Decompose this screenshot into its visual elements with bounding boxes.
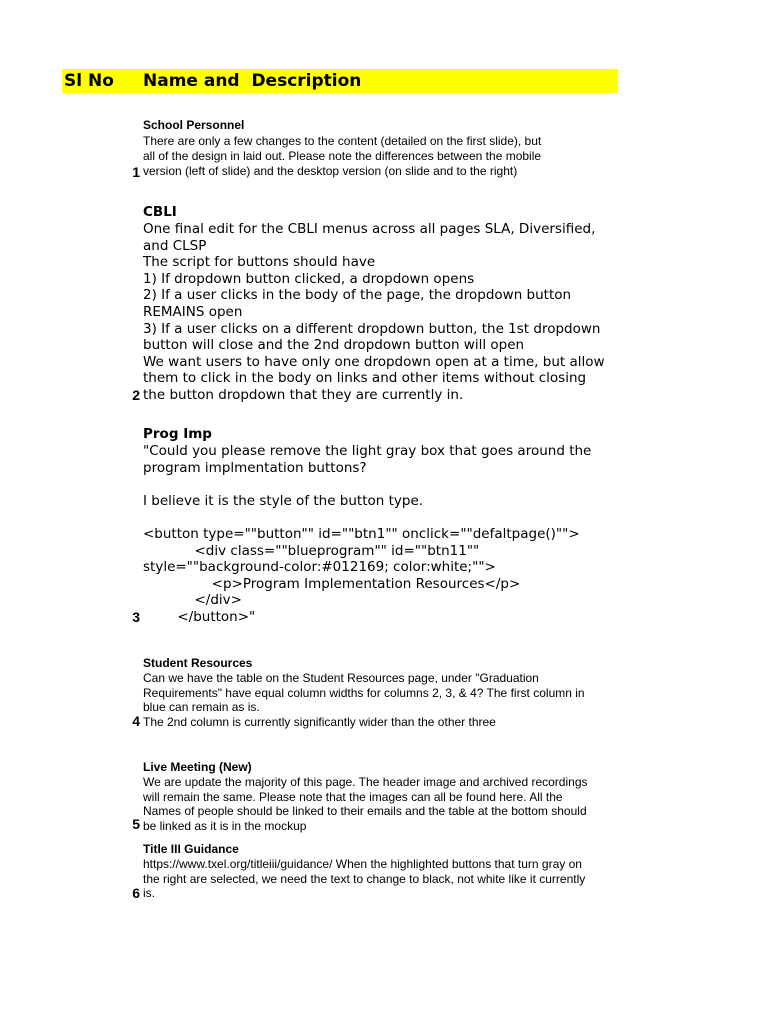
row-title: CBLI: [143, 204, 177, 220]
row-live-meeting: [143, 760, 623, 833]
row-prog-imp: [143, 426, 623, 626]
column-header-sl-no: Sl No: [64, 71, 114, 91]
row-description: One final edit for the CBLI menus across all pages SLA, Diversified, and CLSP The script for buttons should have 1) If dropdown button clicked, a dropdown opens 2) If a user clicks in the body of the page, the dropdown button REMAINS open 3) If a user clicks on a different dropdown button, the 1st dropdown button will close and the 2nd dropdown button will open We want users to have only one dropdown open at a time, but allow them to click in the body on links and other items without closing the button dropdown that they are currently in.: [143, 221, 605, 403]
row-number: 5: [132, 816, 140, 832]
row-description: Can we have the table on the Student Resources page, under "Graduation Requirements" have equal column widths for columns 2, 3, & 4? The first column in blue can remain as is. The 2nd column is currently significantly wider than the other three: [143, 671, 585, 729]
row-title-iii-guidance: [143, 842, 623, 901]
row-number: 6: [132, 885, 140, 901]
row-student-resources: [143, 656, 623, 729]
row-description: We are update the majority of this page. The header image and archived recordings will remain the same. Please note that the images can all be found here. All the Names of people should be linked to their emails and the table at the bottom should be linked as it is in the mockup: [143, 775, 588, 833]
row-title: School Personnel: [143, 118, 245, 132]
row-title: Prog Imp: [143, 426, 212, 442]
row-description: There are only a few changes to the content (detailed on the first slide), but all of the design in laid out. Please note the differences between the mobile version (left of slide) and the desktop version (on slide and to the right): [143, 134, 542, 178]
column-header-name-description: Name and Description: [143, 71, 362, 91]
row-number: 4: [132, 713, 140, 729]
row-number: 2: [132, 387, 140, 403]
row-description: https://www.txel.org/titleiii/guidance/ When the highlighted buttons that turn gray on the right are selected, we need the text to change to black, not white like it currently is.: [143, 857, 586, 901]
row-title: Live Meeting (New): [143, 760, 252, 774]
row-title: Student Resources: [143, 656, 253, 670]
row-school-personnel: [143, 118, 623, 179]
row-title: Title III Guidance: [143, 842, 239, 856]
row-number: 1: [132, 164, 140, 180]
row-cbli: [143, 204, 623, 404]
row-number: 3: [132, 609, 140, 625]
row-description: "Could you please remove the light gray box that goes around the program implmentation buttons? I believe it is the style of the button type. <button type=""button"" id=""btn1"" onclick=""defaltpage()""> <div class=""blueprogram"" id=""btn11"" style=""background-color:#012169; color:white;""> <p>Program Implementation Resources</p> </div> </button>": [143, 443, 592, 625]
